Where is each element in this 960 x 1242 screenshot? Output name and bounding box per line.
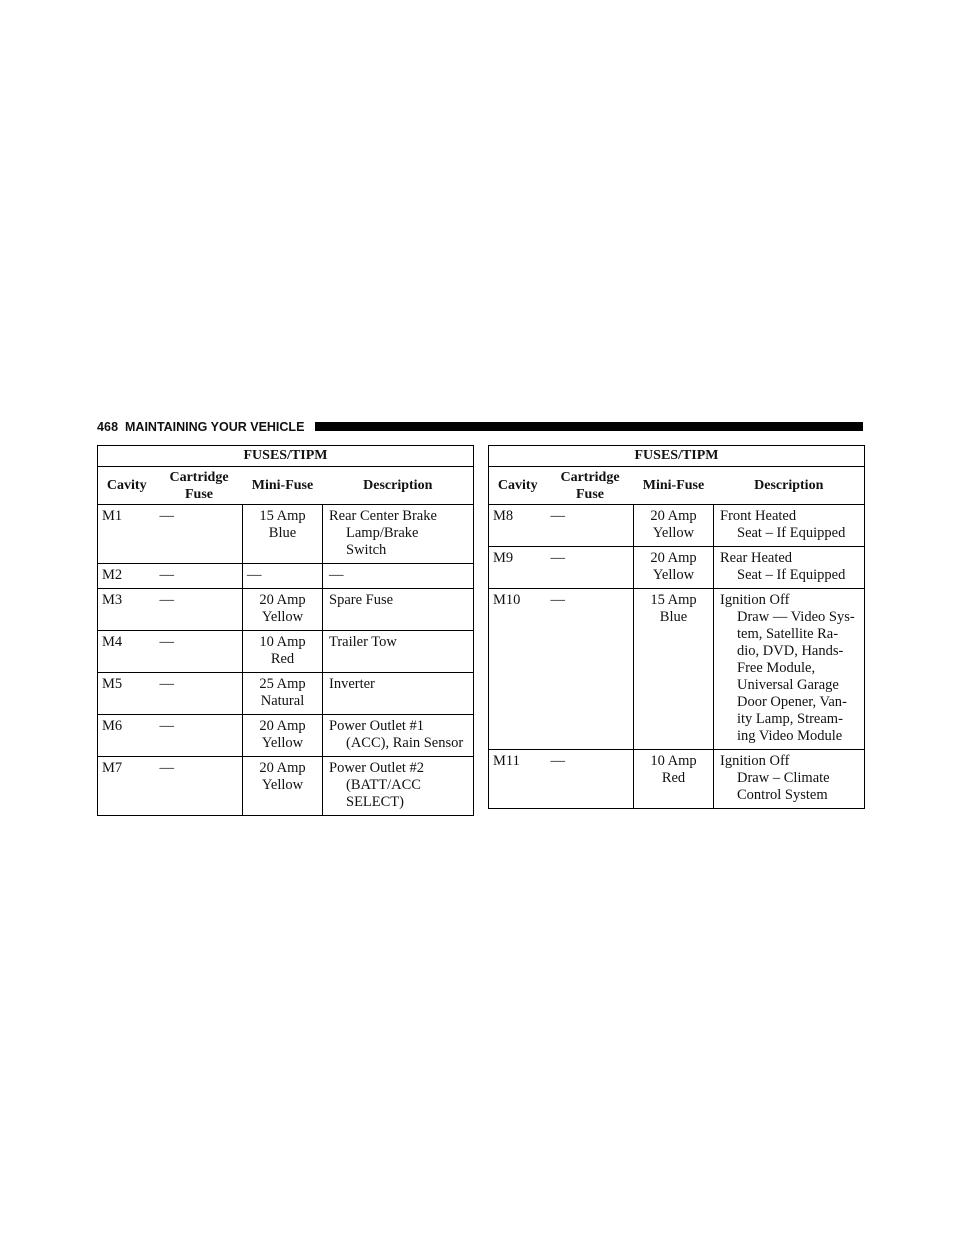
mini-fuse-line: 20 Amp: [650, 550, 697, 566]
description-line: ing Video Module: [737, 728, 843, 744]
description-line: tem, Satellite Ra-: [737, 626, 839, 642]
description-line: Front Heated: [720, 508, 797, 524]
mini-fuse-line: Yellow: [261, 777, 304, 793]
page-number: 468: [97, 420, 119, 434]
description-line: Spare Fuse: [329, 592, 394, 608]
description-line: (ACC), Rain Sensor: [346, 735, 464, 751]
description-line: Door Opener, Van-: [737, 694, 847, 710]
cavity-cell: M11: [489, 750, 547, 809]
mini-fuse-line: 15 Amp: [259, 508, 306, 524]
description-cell: [714, 505, 865, 547]
description-cell: [323, 673, 474, 715]
description-line: Inverter: [329, 676, 375, 692]
column-header-cartridge-fuse: Cartridge Fuse: [156, 467, 243, 505]
cartridge-fuse-cell: —: [156, 631, 243, 673]
table-row: [98, 589, 474, 631]
mini-fuse-cell: [634, 750, 714, 809]
table-row: [98, 564, 474, 589]
description-cell: [323, 564, 474, 589]
cavity-cell: M10: [489, 589, 547, 750]
table-body: [489, 505, 865, 809]
cavity-cell: M3: [98, 589, 156, 631]
mini-fuse-line: 15 Amp: [650, 592, 697, 608]
mini-fuse-line: Blue: [659, 609, 688, 625]
description-line: Lamp/Brake: [346, 525, 419, 541]
cavity-cell: M9: [489, 547, 547, 589]
description-line: dio, DVD, Hands-: [737, 643, 844, 659]
mini-fuse-line: Blue: [268, 525, 297, 541]
column-header-mini-fuse: Mini-Fuse: [634, 467, 714, 505]
cavity-cell: M1: [98, 505, 156, 564]
mini-fuse-line: 20 Amp: [259, 760, 306, 776]
description-line: Ignition Off: [720, 753, 790, 769]
cartridge-fuse-cell: —: [156, 505, 243, 564]
description-line: Universal Garage: [737, 677, 839, 693]
cavity-cell: M7: [98, 757, 156, 816]
cavity-cell: M4: [98, 631, 156, 673]
mini-fuse-line: 20 Amp: [650, 508, 697, 524]
description-cell: [714, 547, 865, 589]
table-body: [98, 505, 474, 816]
table-row: [98, 757, 474, 816]
cartridge-fuse-cell: —: [156, 564, 243, 589]
description-line: Rear Heated: [720, 550, 793, 566]
cartridge-fuse-cell: —: [547, 750, 634, 809]
description-line: —: [329, 567, 344, 583]
description-line: Draw – Climate: [737, 770, 830, 786]
table-row: [489, 750, 865, 809]
cavity-cell: M6: [98, 715, 156, 757]
mini-fuse-line: Yellow: [261, 735, 304, 751]
description-cell: [323, 589, 474, 631]
description-line: Power Outlet #1: [329, 718, 425, 734]
mini-fuse-cell: [634, 589, 714, 750]
fuse-table-right: [488, 445, 865, 809]
mini-fuse-line: 25 Amp: [259, 676, 306, 692]
description-line: SELECT): [346, 794, 404, 810]
column-header-description: Description: [714, 467, 865, 505]
table-row: [489, 589, 865, 750]
description-cell: [323, 505, 474, 564]
mini-fuse-line: Natural: [260, 693, 305, 709]
cartridge-fuse-cell: —: [156, 757, 243, 816]
description-cell: [323, 757, 474, 816]
mini-fuse-line: Red: [270, 651, 295, 667]
column-header-cavity: Cavity: [98, 467, 156, 505]
mini-fuse-line: Yellow: [652, 525, 695, 541]
section-title: MAINTAINING YOUR VEHICLE: [125, 420, 305, 434]
table-caption: FUSES/TIPM: [98, 446, 474, 467]
mini-fuse-cell: [243, 631, 323, 673]
description-line: Control System: [737, 787, 828, 803]
description-line: Ignition Off: [720, 592, 790, 608]
mini-fuse-line: 20 Amp: [259, 718, 306, 734]
description-cell: [714, 750, 865, 809]
table-row: [98, 505, 474, 564]
table-row: [98, 673, 474, 715]
description-line: Seat – If Equipped: [737, 525, 846, 541]
mini-fuse-cell: [243, 589, 323, 631]
table-row: [489, 547, 865, 589]
table-row: [489, 505, 865, 547]
mini-fuse-cell: [243, 564, 323, 589]
mini-fuse-cell: [243, 715, 323, 757]
fuse-table-left: [97, 445, 474, 816]
column-header-cartridge-fuse: Cartridge Fuse: [547, 467, 634, 505]
description-line: Power Outlet #2: [329, 760, 425, 776]
column-header-mini-fuse: Mini-Fuse: [243, 467, 323, 505]
mini-fuse-cell: [634, 547, 714, 589]
mini-fuse-cell: [634, 505, 714, 547]
cartridge-fuse-cell: —: [547, 547, 634, 589]
mini-fuse-line: Yellow: [261, 609, 304, 625]
cartridge-fuse-cell: —: [547, 505, 634, 547]
header-rule: [315, 422, 863, 431]
page-header: [97, 418, 863, 436]
mini-fuse-line: 20 Amp: [259, 592, 306, 608]
cartridge-fuse-cell: —: [547, 589, 634, 750]
description-cell: [323, 631, 474, 673]
cartridge-fuse-cell: —: [156, 673, 243, 715]
description-cell: [714, 589, 865, 750]
mini-fuse-cell: [243, 757, 323, 816]
table-caption: FUSES/TIPM: [489, 446, 865, 467]
mini-fuse-line: 10 Amp: [259, 634, 306, 650]
cavity-cell: M5: [98, 673, 156, 715]
description-line: ity Lamp, Stream-: [737, 711, 843, 727]
mini-fuse-cell: [243, 505, 323, 564]
description-cell: [323, 715, 474, 757]
cartridge-fuse-cell: —: [156, 715, 243, 757]
description-line: Free Module,: [737, 660, 816, 676]
mini-fuse-cell: [243, 673, 323, 715]
column-header-description: Description: [323, 467, 474, 505]
cavity-cell: M8: [489, 505, 547, 547]
mini-fuse-line: Yellow: [652, 567, 695, 583]
column-header-cavity: Cavity: [489, 467, 547, 505]
mini-fuse-line: 10 Amp: [650, 753, 697, 769]
table-row: [98, 715, 474, 757]
table-row: [98, 631, 474, 673]
description-line: Switch: [346, 542, 387, 558]
description-line: Draw — Video Sys-: [737, 609, 855, 625]
description-line: (BATT/ACC: [346, 777, 421, 793]
mini-fuse-line: —: [247, 567, 262, 583]
description-line: Seat – If Equipped: [737, 567, 846, 583]
description-line: Rear Center Brake: [329, 508, 437, 524]
cartridge-fuse-cell: —: [156, 589, 243, 631]
description-line: Trailer Tow: [329, 634, 397, 650]
mini-fuse-line: Red: [661, 770, 686, 786]
cavity-cell: M2: [98, 564, 156, 589]
